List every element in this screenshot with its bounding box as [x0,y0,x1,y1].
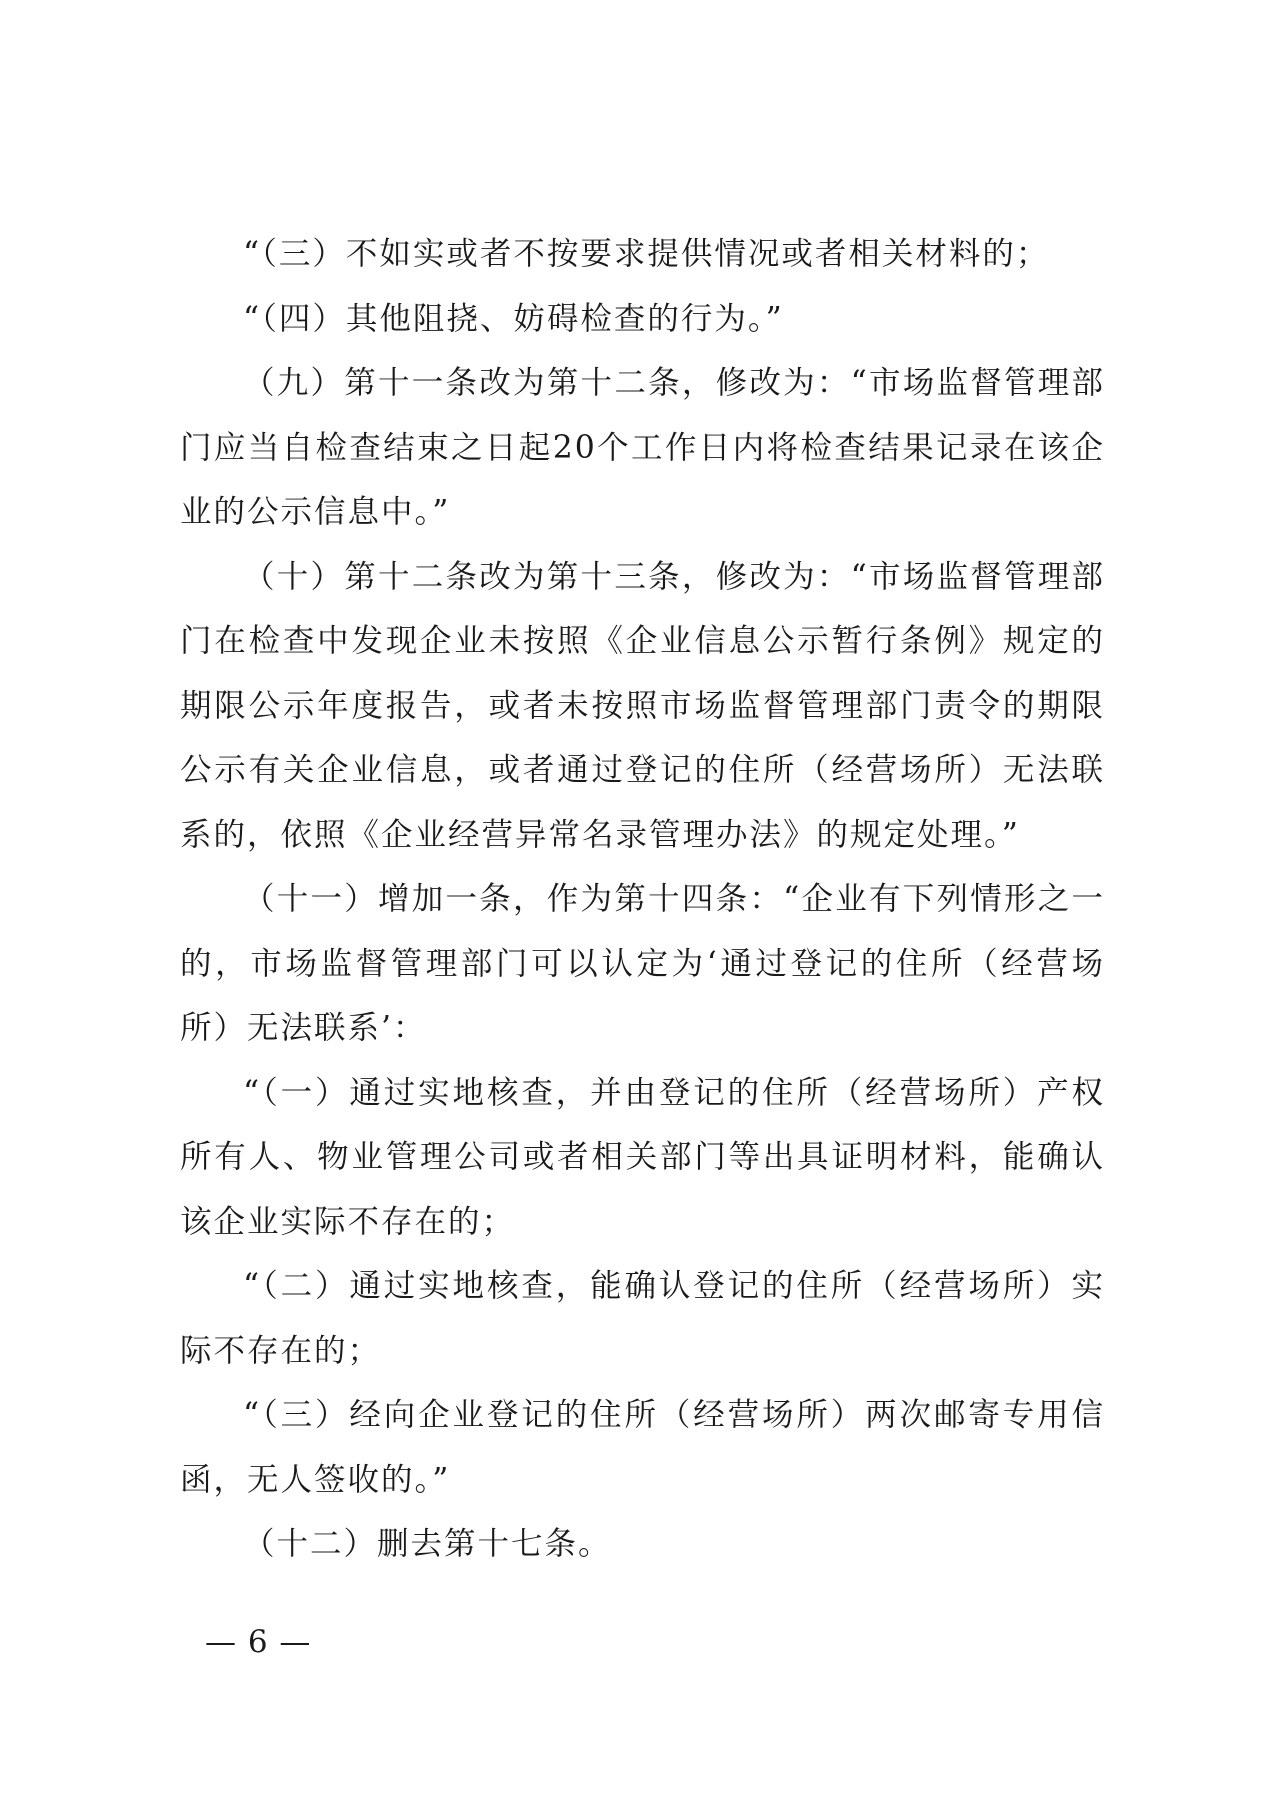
paragraph-item-2: “（二）通过实地核查，能确认登记的住所（经营场所）实际不存在的； [180,1268,1105,1369]
paragraph-item-4: “（四）其他阻挠、妨碍检查的行为。” [243,300,784,337]
paragraph-article-11: （十一）增加一条，作为第十四条：“企业有下列情形之一的，市场监督管理部门可以认定为‘通过登记的住所（经营场所）无法联系’： [180,881,1105,1046]
document-body [180,222,1105,1577]
page-number: — 6 — [205,1624,312,1660]
paragraph-item-3: “（三）不如实或者不按要求提供情况或者相关材料的； [243,236,1050,272]
paragraph-article-12: （十二）删去第十七条。 [243,1526,612,1562]
paragraph-item-3b: “（三）经向企业登记的住所（经营场所）两次邮寄专用信函，无人签收的。” [180,1397,1105,1498]
paragraph-article-10: （十）第十二条改为第十三条，修改为：“市场监督管理部门在检查中发现企业未按照《企业信息公示暂行条例》规定的期限公示年度报告，或者未按照市场监督管理部门责令的期限公示有关企业信息，或者通过登记的住所（经营场所）无法联系的，依照《企业经营异常名录管理办法》的规定处理。” [180,558,1105,853]
paragraph-item-1: “（一）通过实地核查，并由登记的住所（经营场所）产权所有人、物业管理公司或者相关部门等出具证明材料，能确认该企业实际不存在的； [180,1074,1105,1240]
paragraph-article-9: （九）第十一条改为第十二条，修改为：“市场监督管理部门应当自检查结束之日起20个工作日内将检查结果记录在该企业的公示信息中。” [180,365,1105,530]
